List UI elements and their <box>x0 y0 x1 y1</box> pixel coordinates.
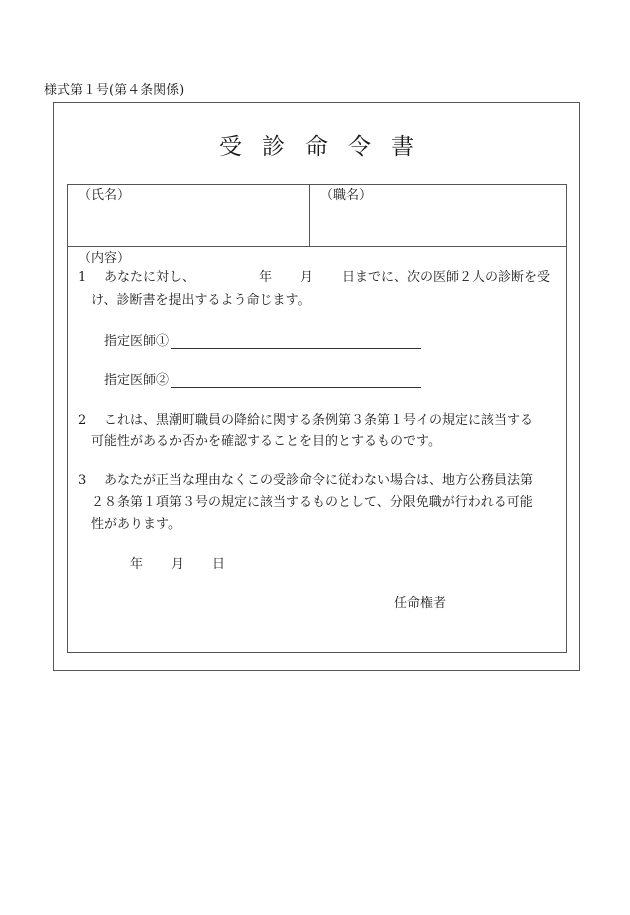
item2-text-1: これは、黒潮町職員の降給に関する条例第３条第１号イの規定に該当する <box>104 413 534 428</box>
item3-line1 <box>78 473 533 489</box>
item3-line3: 性があります。 <box>91 517 181 532</box>
item3-text-1: あなたが正当な理由なくこの受診命令に従わない場合は、地方公務員法第 <box>104 473 534 488</box>
item1-text-b: 日までに、次の医師２人の診断を受 <box>342 270 551 285</box>
post-label: （職名） <box>320 188 373 203</box>
content-section <box>68 247 566 652</box>
item1-line1 <box>78 270 550 286</box>
doctor2-row <box>104 373 421 389</box>
date-year-label: 年 <box>130 557 144 572</box>
item2-line2: 可能性があるか否かを確認することを目的とするものです。 <box>91 434 441 449</box>
name-label: （氏名） <box>78 188 131 203</box>
issue-date[interactable] <box>130 557 225 573</box>
form-body <box>67 184 567 653</box>
issuer-label: 任命権者 <box>394 596 447 611</box>
doctor2-blank-line[interactable] <box>171 387 421 388</box>
date-day-label: 日 <box>212 557 226 572</box>
post-field[interactable] <box>310 185 566 246</box>
item2-number: 2 <box>78 413 87 428</box>
form-frame <box>53 102 580 671</box>
item1-number: 1 <box>78 270 87 285</box>
item2-line1 <box>78 413 533 429</box>
item1-line2: け、診断書を提出するよう命じます。 <box>91 293 311 308</box>
item3-number: 3 <box>78 473 87 488</box>
recipient-row <box>68 185 566 247</box>
item1-month-label: 月 <box>300 270 314 285</box>
form-number: 様式第１号(第４条関係) <box>44 83 185 98</box>
item1-text-a: あなたに対し、 <box>104 270 196 285</box>
doctor2-label: 指定医師② <box>104 373 170 388</box>
item3-line2: ２８条第１項第３号の規定に該当するものとして、分限免職が行われる可能 <box>91 495 533 510</box>
doctor1-label: 指定医師① <box>104 334 170 349</box>
item1-year-label: 年 <box>259 270 273 285</box>
content-label: （内容） <box>78 251 131 266</box>
doctor1-row <box>104 334 421 350</box>
document-title: 受診命令書 <box>219 134 434 160</box>
doctor1-blank-line[interactable] <box>171 348 421 349</box>
date-month-label: 月 <box>171 557 185 572</box>
name-field[interactable] <box>68 185 310 246</box>
